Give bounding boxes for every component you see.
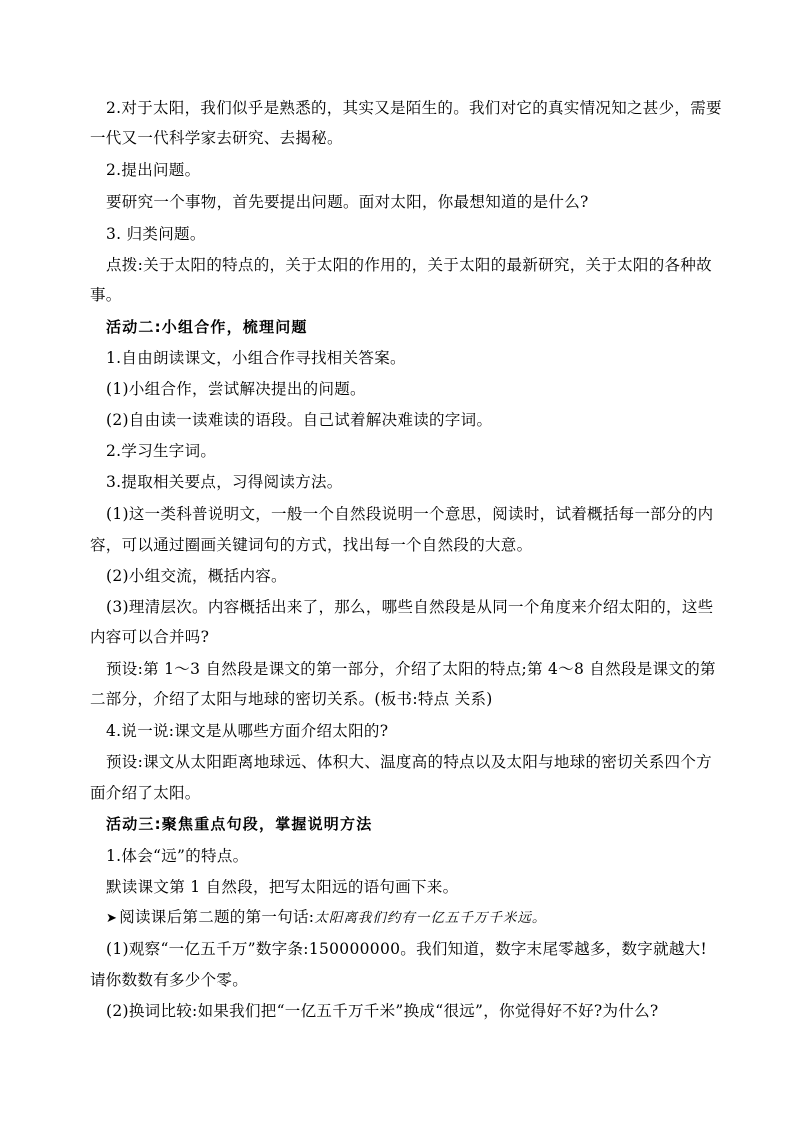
paragraph-line: 请你数数有多少个零。 [90,971,249,989]
step-heading: 2.提出问题。 [106,161,201,179]
paragraph-line: (3)理清层次。内容概括出来了，那么，哪些自然段是从同一个角度来介绍太阳的，这些 [106,598,714,616]
paragraph-line: 事。 [90,286,122,304]
paragraph-line: (2)自由读一读难读的语段。自己试着解决难读的字词。 [106,411,493,429]
bullet-text: 阅读课后第二题的第一句话: [119,908,315,926]
bullet-line [106,907,736,929]
paragraph-line: 要研究一个事物，首先要提出问题。面对太阳，你最想知道的是什么? [106,193,589,211]
paragraph-line: (2)小组交流，概括内容。 [106,567,287,585]
paragraph-line: 面介绍了太阳。 [90,784,201,802]
paragraph-line: 2.对于太阳，我们似乎是熟悉的，其实又是陌生的。我们对它的真实情况知之甚少，需要 [106,99,722,117]
paragraph-line: 内容可以合并吗? [90,628,210,646]
step-heading: 3. 归类问题。 [106,225,206,243]
arrow-bullet-icon: ➤ [106,911,118,926]
paragraph-line: 容，可以通过圈画关键词句的方式，找出每一个自然段的大意。 [90,536,533,554]
paragraph-line: 点拨:关于太阳的特点的，关于太阳的作用的，关于太阳的最新研究，关于太阳的各种故 [106,256,712,274]
step-heading: 3.提取相关要点，习得阅读方法。 [106,473,343,491]
paragraph-line: 一代又一代科学家去研究、去揭秘。 [90,129,343,147]
step-heading: 2.学习生字词。 [106,442,217,460]
paragraph-line: 默读课文第 1 自然段，把写太阳远的语句画下来。 [106,878,459,896]
paragraph-line: (1)小组合作，尝试解决提出的问题。 [106,380,366,398]
step-heading: 4.说一说:课文是从哪些方面介绍太阳的? [106,722,389,740]
quoted-sentence: 太阳离我们约有一亿五千万千米远。 [314,910,547,926]
paragraph-line: 预设:第 1～3 自然段是课文的第一部分，介绍了太阳的特点;第 4～8 自然段是课文的第 [106,660,716,678]
activity-heading: 活动三:聚焦重点句段，掌握说明方法 [106,815,373,833]
step-heading: 1.自由朗读课文，小组合作寻找相关答案。 [106,349,406,367]
paragraph-line: 预设:课文从太阳距离地球远、体积大、温度高的特点以及太阳与地球的密切关系四个方 [106,753,712,771]
step-heading: 1.体会“远”的特点。 [106,847,249,865]
paragraph-line: 二部分，介绍了太阳与地球的密切关系。(板书:特点 关系) [90,690,493,708]
paragraph-line: (1)观察“一亿五千万”数字条:150000000。我们知道，数字末尾零越多，数字就越大! [106,940,708,958]
paragraph-line: (2)换词比较:如果我们把“一亿五千万千米”换成“很远”，你觉得好不好?为什么? [106,1002,659,1020]
paragraph-line: (1)这一类科普说明文，一般一个自然段说明一个意思，阅读时，试着概括每一部分的内 [106,505,714,523]
activity-heading: 活动二:小组合作，梳理问题 [106,318,308,336]
